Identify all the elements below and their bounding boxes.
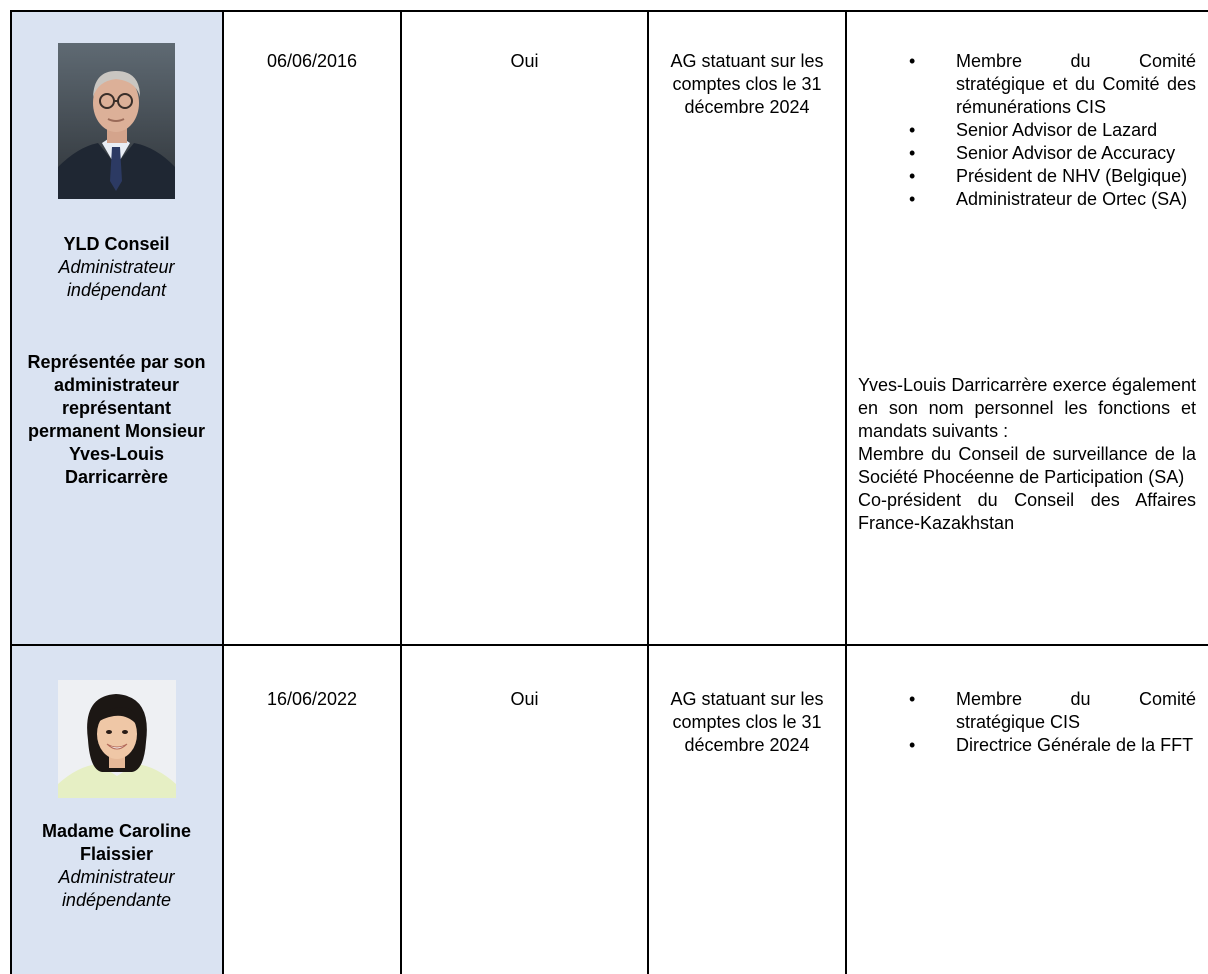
- personal-mandates-note: [858, 374, 1196, 535]
- mandates-cell: [846, 646, 1208, 974]
- independence-cell: [401, 646, 648, 974]
- personal-note-item: Membre du Conseil de surveillance de la Société Phocéenne de Participation (SA): [858, 444, 1196, 487]
- director-cell-flaissier: [10, 646, 223, 974]
- appointment-date-cell: [223, 646, 401, 974]
- independence-value: Oui: [510, 689, 539, 709]
- mandates-cell: [846, 10, 1208, 646]
- director-name: Madame Caroline Flaissier: [41, 821, 192, 864]
- independence-value: Oui: [510, 51, 539, 71]
- list-item: • Senior Advisor de Accuracy: [846, 142, 1196, 165]
- director-name: YLD Conseil: [63, 234, 170, 254]
- table-border-left: [10, 10, 12, 974]
- representative-text: Représentée par son administrateur représentant permanent Monsieur Yves-Louis Darricarrère: [27, 352, 206, 487]
- term-end-text: AG statuant sur les comptes clos le 31 décembre 2024: [670, 51, 824, 117]
- term-end-text: AG statuant sur les comptes clos le 31 décembre 2024: [670, 689, 824, 755]
- portrait-photo-flaissier: [58, 680, 176, 798]
- independence-cell: [401, 10, 648, 646]
- appointment-date: 16/06/2022: [266, 689, 358, 709]
- column-divider: [400, 10, 402, 974]
- row-divider: [10, 644, 1208, 646]
- column-divider: [647, 10, 649, 974]
- term-end-cell: [648, 646, 846, 974]
- list-item: • Président de NHV (Belgique): [846, 165, 1196, 188]
- list-item: • Administrateur de Ortec (SA): [846, 188, 1196, 211]
- mandates-list: [846, 50, 1196, 211]
- column-divider: [845, 10, 847, 974]
- director-role: Administrateur indépendante: [58, 867, 175, 910]
- list-item: • Senior Advisor de Lazard: [846, 119, 1196, 142]
- table-border-top: [10, 10, 1208, 12]
- list-item: • Membre du Comité stratégique et du Comité des rémunérations CIS: [846, 50, 1196, 119]
- appointment-date: 06/06/2016: [266, 51, 358, 71]
- list-item: • Directrice Générale de la FFT: [846, 734, 1196, 757]
- term-end-cell: [648, 10, 846, 646]
- appointment-date-cell: [223, 10, 401, 646]
- personal-note-intro: Yves-Louis Darricarrère exerce également en son nom personnel les fonctions et mandats suivants :: [858, 375, 1196, 441]
- director-cell-yld: [10, 10, 223, 646]
- list-item: • Membre du Comité stratégique CIS: [846, 688, 1196, 734]
- director-role: Administrateur indépendant: [58, 257, 175, 300]
- portrait-photo-yld: [58, 43, 175, 199]
- personal-note-item: Co-président du Conseil des Affaires France-Kazakhstan: [858, 490, 1196, 533]
- mandates-list: [846, 688, 1196, 757]
- directors-table: [10, 10, 1208, 974]
- column-divider: [222, 10, 224, 974]
